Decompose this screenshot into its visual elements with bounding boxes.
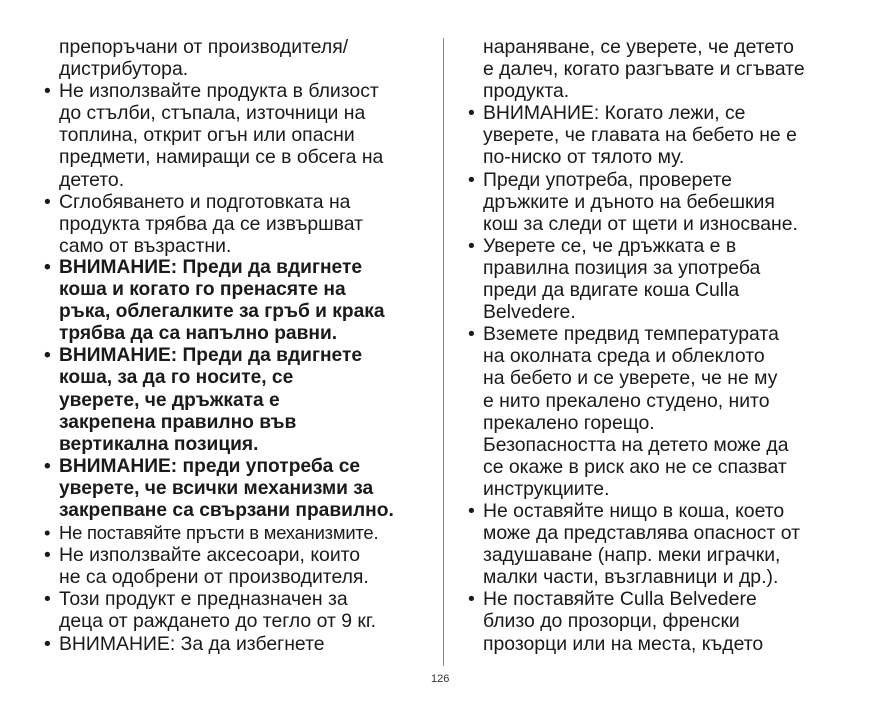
bullet-item — [464, 500, 856, 588]
text-line: детето. — [59, 168, 125, 191]
bullet-item — [464, 169, 856, 235]
text-line: • Не използвайте продукта в близост — [59, 80, 379, 103]
text-line: закрепена правилно във — [59, 411, 297, 433]
text-line: • ВНИМАНИЕ: Преди да вдигнете — [59, 256, 363, 278]
text-line: дистрибутора. — [59, 58, 189, 81]
text-line: топлина, открит огън или опасни — [59, 124, 355, 147]
bullet-item — [464, 102, 856, 168]
text-line: продукта. — [483, 80, 570, 103]
text-line: инструкциите. — [483, 477, 610, 500]
right-column — [464, 36, 856, 655]
text-line: • ВНИМАНИЕ: Когато лежи, се — [483, 102, 746, 125]
text-line: малки части, възглавници и др.). — [483, 566, 779, 589]
text-line: се окаже в риск ако не се спазват — [483, 455, 787, 478]
text-line: е далеч, когато разгъвате и сгъвате — [483, 58, 805, 81]
text-line: на бебето и се уверете, че не му — [483, 367, 778, 390]
bullet-item — [40, 588, 436, 632]
text-line: близо до прозорци, френски — [483, 610, 740, 633]
text-line: кош за следи от щети и износване. — [483, 212, 798, 235]
page-number: 126 — [431, 673, 450, 685]
text-line: прозорци или на места, където — [483, 632, 764, 655]
text-line: • Вземете предвид температурата — [483, 323, 779, 346]
text-line: • Уверете се, че дръжката е в — [483, 234, 737, 257]
left-column — [40, 36, 436, 655]
bullet-item — [464, 323, 856, 500]
text-line: по-ниско от тялото му. — [483, 146, 685, 169]
text-line: на околната среда и облеклото — [483, 345, 765, 368]
text-line: само от възрастни. — [59, 234, 232, 257]
text-line: може да представлява опасност от — [483, 522, 801, 545]
text-line: закрепване са свързани правилно. — [59, 499, 394, 521]
bullet-item — [40, 522, 436, 544]
bullet-item — [40, 345, 436, 455]
text-line: • Сглобяването и подготовката на — [59, 190, 351, 213]
text-line: • Не поставяйте Culla Belvedere — [483, 588, 757, 611]
text-line: правилна позиция за употреба — [483, 256, 761, 279]
text-line: Belvedere. — [483, 301, 576, 324]
bullet-item — [464, 235, 856, 323]
bullet-item — [40, 80, 436, 190]
text-line: продукта трябва да се извършват — [59, 212, 364, 235]
text-line: нараняване, се уверете, че детето — [483, 36, 794, 58]
text-line: • Този продукт е предназначен за — [59, 588, 348, 611]
text-line: • ВНИМАНИЕ: преди употреба се — [59, 455, 361, 477]
continued-paragraph — [40, 36, 436, 80]
text-line: препоръчани от производителя/ — [59, 36, 349, 58]
text-line: • Не използвайте аксесоари, които — [59, 544, 361, 567]
text-line: коша и когато го пренасяте на — [59, 279, 346, 301]
bullet-item — [464, 588, 856, 654]
bullet-item — [40, 456, 436, 522]
text-line: дръжките и дъното на бебешкия — [483, 190, 775, 213]
text-line: прекалено горещо. — [483, 411, 655, 434]
text-line: не са одобрени от производителя. — [59, 566, 369, 589]
text-line: трябва да са напълно равни. — [59, 323, 338, 345]
text-line: коша, за да го носите, се — [59, 367, 294, 389]
text-line: • ВНИМАНИЕ: За да избегнете — [59, 632, 325, 655]
text-line: Безопасността на детето може да — [483, 433, 789, 456]
text-line: вертикална позиция. — [59, 433, 259, 455]
column-divider — [443, 38, 444, 666]
text-line: задушаване (напр. меки играчки, — [483, 544, 781, 567]
text-line: преди да вдигате коша Culla — [483, 279, 740, 302]
bullet-item — [40, 191, 436, 257]
text-line: • Преди употреба, проверете — [483, 168, 732, 191]
text-line: • Не оставяйте нищо в коша, което — [483, 499, 785, 522]
continued-paragraph — [464, 36, 856, 102]
bullet-item — [40, 633, 436, 655]
text-line: уверете, че всички механизми за — [59, 477, 374, 499]
text-line: уверете, че главата на бебето не е — [483, 124, 797, 147]
text-line: • Не поставяйте пръсти в механизмите. — [59, 522, 379, 544]
text-line: предмети, намиращи се в обсега на — [59, 146, 384, 169]
text-line: до стълби, стъпала, източници на — [59, 102, 366, 125]
text-line: деца от раждането до тегло от 9 кг. — [59, 610, 376, 633]
text-line: е нито прекалено студено, нито — [483, 389, 770, 412]
text-line: ръка, облегалките за гръб и крака — [59, 301, 385, 323]
bullet-item — [40, 544, 436, 588]
bullet-item — [40, 257, 436, 345]
text-line: уверете, че дръжката е — [59, 389, 280, 411]
text-line: • ВНИМАНИЕ: Преди да вдигнете — [59, 345, 363, 367]
